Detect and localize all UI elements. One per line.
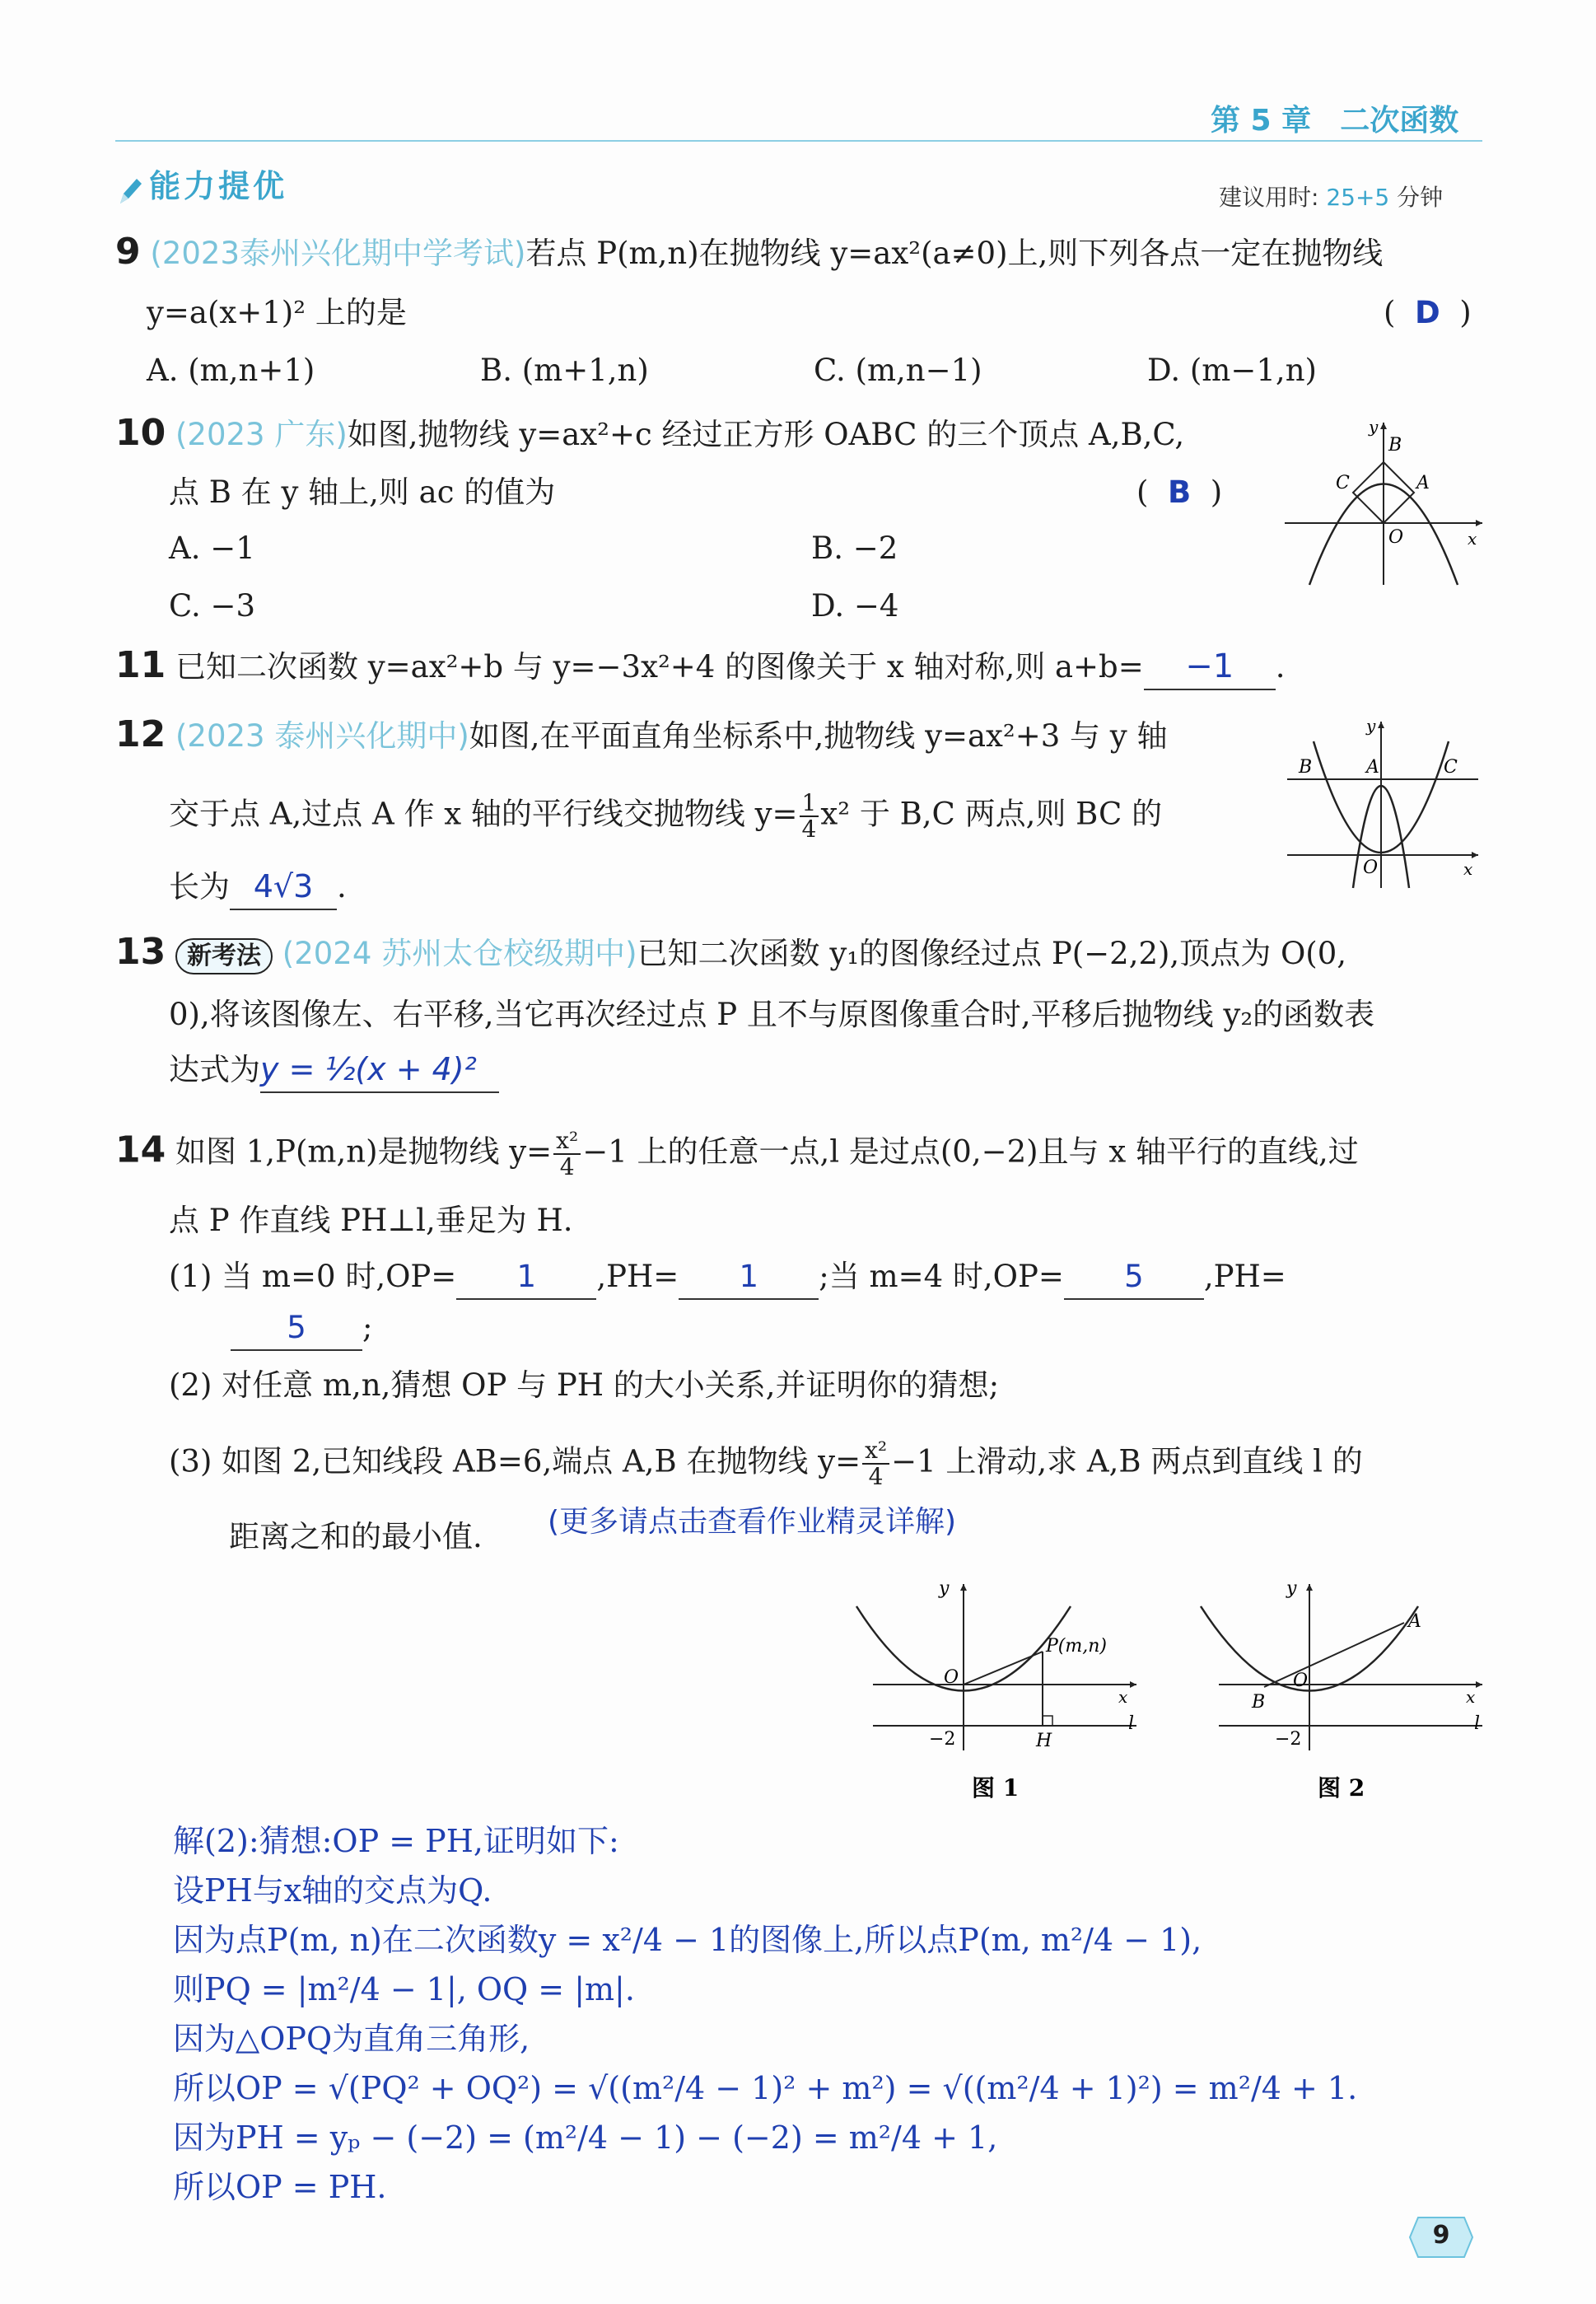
- question-14-part3-cont: 距离之和的最小值.: [229, 1519, 483, 1554]
- answer-blank: y = ½(x + 4)²: [260, 1048, 499, 1093]
- fig-o-label: O: [1293, 1671, 1309, 1691]
- figure-caption: 图 2: [1318, 1774, 1365, 1802]
- fig-o-label: O: [1363, 858, 1379, 878]
- option-b: B. −2: [811, 530, 898, 566]
- question-source: (2024 苏州太仓校级期中): [282, 936, 637, 971]
- question-10-figure: [1276, 416, 1491, 589]
- solution-line: 则PQ = |m²/4 − 1|, OQ = |m|.: [173, 1971, 635, 2007]
- question-source: (2023 泰州兴化期中): [175, 718, 469, 754]
- answer-choice: D: [1414, 295, 1440, 330]
- chapter-header: [1211, 97, 1482, 139]
- fig-a-label: A: [1416, 473, 1430, 493]
- chapter-title: 二次函数: [1340, 104, 1459, 138]
- question-13-line2: 0),将该图像左、右平移,当它再次经过点 P 且不与原图像重合时,平移后抛物线 y₂的函数表: [169, 997, 1375, 1032]
- question-9-answer: ( D ): [1384, 295, 1472, 330]
- section-heading: [115, 161, 287, 212]
- question-text: 若点 P(m,n)在抛物线 y=ax²(a≠0)上,则下列各点一定在抛物线: [525, 236, 1384, 271]
- fig-o-label: O: [1388, 527, 1404, 548]
- fig-b-label: B: [1299, 757, 1313, 778]
- solution-line: 因为△OPQ为直角三角形,: [173, 2021, 530, 2057]
- fig-l-label: l: [1474, 1713, 1481, 1734]
- question-14: 14 如图 1,P(m,n)是抛物线 y= $\frac{\text{x²}}{4}$ −1 上的任意一点,l 是过点(0,−2)且与 x 轴平行的直线,过: [115, 1127, 1359, 1180]
- fig-x-label: x: [1118, 1687, 1128, 1707]
- fig-p-label: P(m,n): [1046, 1636, 1107, 1657]
- fig-y-label: y: [1366, 717, 1376, 736]
- question-text: 已知二次函数 y₁的图像经过点 P(−2,2),顶点为 O(0,: [637, 936, 1347, 971]
- option-c: C. (m,n−1): [814, 353, 982, 388]
- pencil-icon: [115, 175, 145, 212]
- question-number: 14: [115, 1129, 166, 1171]
- solution-line: 所以OP = PH.: [173, 2169, 387, 2205]
- fig-minus2-label: −2: [1275, 1729, 1302, 1750]
- answer-blank: 1: [679, 1255, 819, 1300]
- question-14-line2: 点 P 作直线 PH⊥l,垂足为 H.: [169, 1203, 573, 1238]
- question-10-answer: ( B ): [1136, 474, 1223, 510]
- question-14-part1-cont: 5 ;: [231, 1306, 372, 1351]
- question-number: 9: [115, 231, 141, 273]
- fraction: $\frac{\text{x²}}{4}$: [553, 1129, 581, 1180]
- question-text: 如图,抛物线 y=ax²+c 经过正方形 OABC 的三个顶点 A,B,C,: [347, 417, 1185, 452]
- question-source: (2023 广东): [175, 417, 348, 452]
- answer-blank: −1: [1144, 645, 1276, 690]
- fig-y-label: y: [1286, 1578, 1297, 1599]
- question-14-figure-1: [848, 1577, 1145, 1812]
- answer-blank: 5: [231, 1306, 362, 1351]
- fig-x-label: x: [1468, 529, 1477, 549]
- fraction: $\frac{1}{4}$: [800, 791, 819, 842]
- question-10: [115, 412, 1184, 456]
- more-details-link[interactable]: (更多请点击查看作业精灵详解): [548, 1505, 957, 1539]
- solution-line: 因为点P(m, n)在二次函数y = x²/4 − 1的图像上,所以点P(m, m²/4 − 1),: [173, 1922, 1202, 1958]
- question-number: 10: [115, 412, 166, 454]
- fig-x-label: x: [1463, 859, 1473, 879]
- option-a: A. −1: [169, 530, 255, 566]
- question-text: 已知二次函数 y=ax²+b 与 y=−3x²+4 的图像关于 x 轴对称,则 a+b=: [175, 649, 1144, 685]
- option-d: D. −4: [811, 588, 899, 624]
- fig-o-label: O: [944, 1667, 959, 1688]
- fig-b-label: B: [1388, 435, 1402, 456]
- question-9: [115, 231, 1383, 275]
- solution-line: 设PH与x轴的交点为Q.: [173, 1872, 492, 1909]
- solution-block: [173, 1816, 1357, 2212]
- question-13-line3: 达式为y = ½(x + 4)²: [169, 1048, 499, 1093]
- option-b: B. (m+1,n): [480, 353, 649, 388]
- question-number: 11: [115, 644, 166, 686]
- solution-line: 所以OP = √(PQ² + OQ²) = √((m²/4 − 1)² + m²) = √((m²/4 + 1)²) = m²/4 + 1.: [173, 2070, 1358, 2106]
- page-number-badge: [1408, 2216, 1474, 2259]
- answer-blank: 5: [1064, 1255, 1204, 1300]
- question-number: 12: [115, 713, 166, 755]
- fig-b-label: B: [1252, 1692, 1266, 1713]
- question-12-figure: [1281, 717, 1486, 890]
- question-12-line2: 交于点 A,过点 A 作 x 轴的平行线交抛物线 y= $\frac{1}{4}$ x² 于 B,C 两点,则 BC 的: [169, 789, 1163, 843]
- section-title: 能力提优: [149, 168, 288, 204]
- question-12: [115, 713, 1167, 758]
- question-10-line2: 点 B 在 y 轴上,则 ac 的值为: [169, 474, 556, 510]
- question-14-part3: (3) 如图 2,已知线段 AB=6,端点 A,B 在抛物线 y= $\frac{\text{x²}}{4}$ −1 上滑动,求 A,B 两点到直线 l 的: [169, 1437, 1363, 1490]
- fig-y-label: y: [939, 1578, 950, 1599]
- fraction: $\frac{\text{x²}}{4}$: [862, 1438, 889, 1489]
- header-rule: [115, 140, 1482, 142]
- question-number: 13: [115, 931, 166, 973]
- answer-choice: B: [1167, 474, 1192, 510]
- question-14-part2: (2) 对任意 m,n,猜想 OP 与 PH 的大小关系,并证明你的猜想;: [169, 1367, 1000, 1403]
- fig-x-label: x: [1466, 1687, 1476, 1707]
- fig-a-label: A: [1408, 1611, 1421, 1632]
- option-d: D. (m−1,n): [1147, 353, 1317, 388]
- answer-blank: 1: [456, 1255, 596, 1300]
- question-text: 如图,在平面直角坐标系中,抛物线 y=ax²+3 与 y 轴: [469, 718, 1168, 754]
- question-13: [115, 931, 1346, 975]
- answer-blank: 4√3: [230, 865, 337, 910]
- chapter-number: 第 5 章: [1211, 104, 1312, 138]
- fig-c-label: C: [1444, 757, 1458, 778]
- fig-a-label: A: [1366, 757, 1379, 778]
- fig-y-label: y: [1369, 417, 1379, 437]
- question-12-line3: 长为 4√3 .: [169, 865, 347, 910]
- question-9-line2: y=a(x+1)² 上的是: [147, 295, 407, 330]
- option-c: C. −3: [169, 588, 256, 624]
- option-a: A. (m,n+1): [147, 353, 315, 388]
- new-method-badge: 新考法: [175, 938, 273, 974]
- solution-line: 因为PH = yₚ − (−2) = (m²/4 − 1) − (−2) = m²/4 + 1,: [173, 2119, 998, 2156]
- question-14-figure-2: [1186, 1577, 1491, 1812]
- question-14-part1: (1) 当 m=0 时,OP= 1 ,PH= 1 ;当 m=4 时,OP= 5 ,PH=: [169, 1255, 1286, 1300]
- fig-c-label: C: [1336, 473, 1350, 493]
- page-number: 9: [1432, 2221, 1450, 2250]
- suggested-time: 建议用时: 25+5 分钟: [1219, 184, 1444, 211]
- question-9-options: [147, 349, 1481, 392]
- figure-caption: 图 1: [972, 1774, 1020, 1802]
- solution-line: 解(2):猜想:OP = PH,证明如下:: [173, 1823, 619, 1859]
- question-11: 11 已知二次函数 y=ax²+b 与 y=−3x²+4 的图像关于 x 轴对称,则 a+b= −1 .: [115, 644, 1286, 690]
- fig-l-label: l: [1128, 1713, 1135, 1734]
- question-source: (2023泰州兴化期中学考试): [150, 236, 526, 271]
- fig-h-label: H: [1036, 1731, 1052, 1751]
- fig-minus2-label: −2: [929, 1729, 956, 1750]
